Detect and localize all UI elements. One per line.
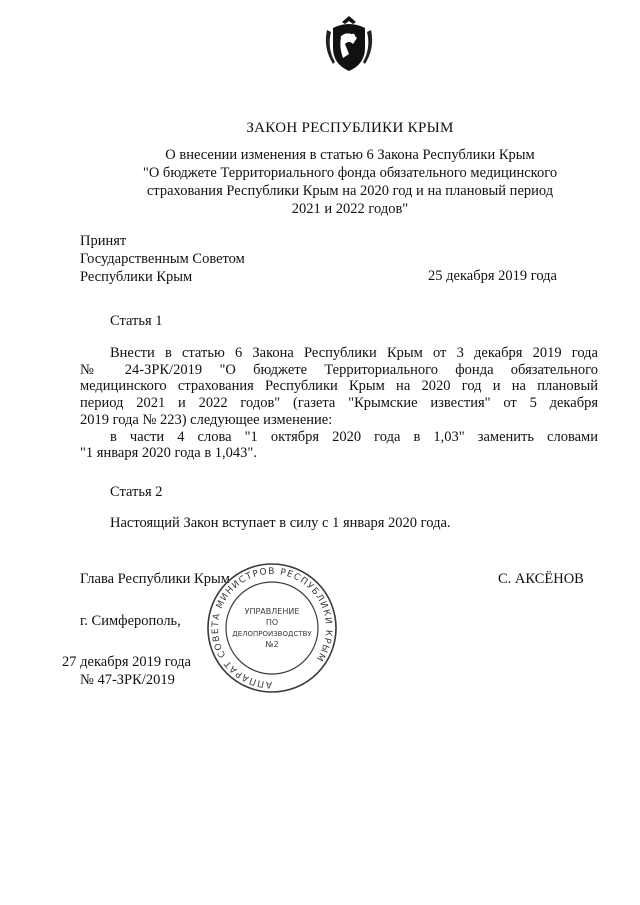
subtitle-line: 2021 и 2022 годов" [291, 201, 409, 217]
crimea-coat-of-arms-icon [323, 14, 375, 74]
article-1-heading: Статья 1 [110, 313, 163, 329]
subtitle-line: "О бюджете Территориального фонда обязательного медицинского [142, 165, 558, 181]
article-1-line: в части 4 слова "1 октября 2020 года в 1,03" заменить словами [110, 428, 598, 445]
signatory-name: С. АКСЁНОВ [498, 571, 584, 587]
law-subtitle [120, 146, 580, 218]
article-2-heading: Статья 2 [110, 484, 163, 500]
stamp-ring-text: АППАРАТ СОВЕТА МИНИСТРОВ РЕСПУБЛИКИ КРЫМ [210, 566, 334, 690]
adoption-line: Республики Крым [80, 269, 193, 285]
subtitle-line: О внесении изменения в статью 6 Закона Республики Крым [165, 147, 535, 163]
signatory-title: Глава Республики Крым [80, 571, 230, 587]
law-title: ЗАКОН РЕСПУБЛИКИ КРЫМ [246, 120, 454, 136]
law-number: № 47-ЗРК/2019 [80, 672, 175, 688]
svg-text:АППАРАТ СОВЕТА МИНИСТРОВ РЕСПУ [211, 567, 333, 689]
signing-date: 27 декабря 2019 года [62, 654, 191, 670]
official-stamp [204, 560, 340, 696]
adoption-date: 25 декабря 2019 года [428, 268, 557, 284]
stamp-center-line: ДЕЛОПРОИЗВОДСТВУ [232, 630, 312, 638]
adoption-line: Принят [80, 233, 127, 249]
stamp-center-line: УПРАВЛЕНИЕ [244, 607, 300, 616]
adoption-line: Государственным Советом [80, 251, 245, 267]
signing-city: г. Симферополь, [80, 613, 181, 629]
article-1-line: Внести в статью 6 Закона Республики Крым от 3 декабря 2019 года [110, 345, 598, 361]
article-1-line: период 2021 и 2022 годов" (газета "Крымские известия" от 5 декабря [80, 395, 598, 412]
article-1-line: медицинского страхования Республики Крым на 2020 год и на плановый [80, 378, 598, 395]
stamp-center-line: №2 [265, 640, 279, 649]
article-1-line: 2019 года № 223) следующее изменение: [80, 411, 333, 428]
adoption-block [80, 232, 245, 286]
stamp-center-line: ПО [265, 618, 279, 627]
subtitle-line: страхования Республики Крым на 2020 год и на плановый период [146, 183, 554, 199]
article-1-line: № 24-ЗРК/2019 "О бюджете Территориального фонда обязательного [80, 361, 598, 378]
stamp-outer-ring [208, 564, 336, 692]
article-1-line: "1 января 2020 года в 1,043". [80, 445, 257, 462]
article-1-text [80, 345, 598, 462]
article-2-text: Настоящий Закон вступает в силу с 1 января 2020 года. [110, 515, 451, 531]
stamp-inner-ring [226, 582, 318, 674]
